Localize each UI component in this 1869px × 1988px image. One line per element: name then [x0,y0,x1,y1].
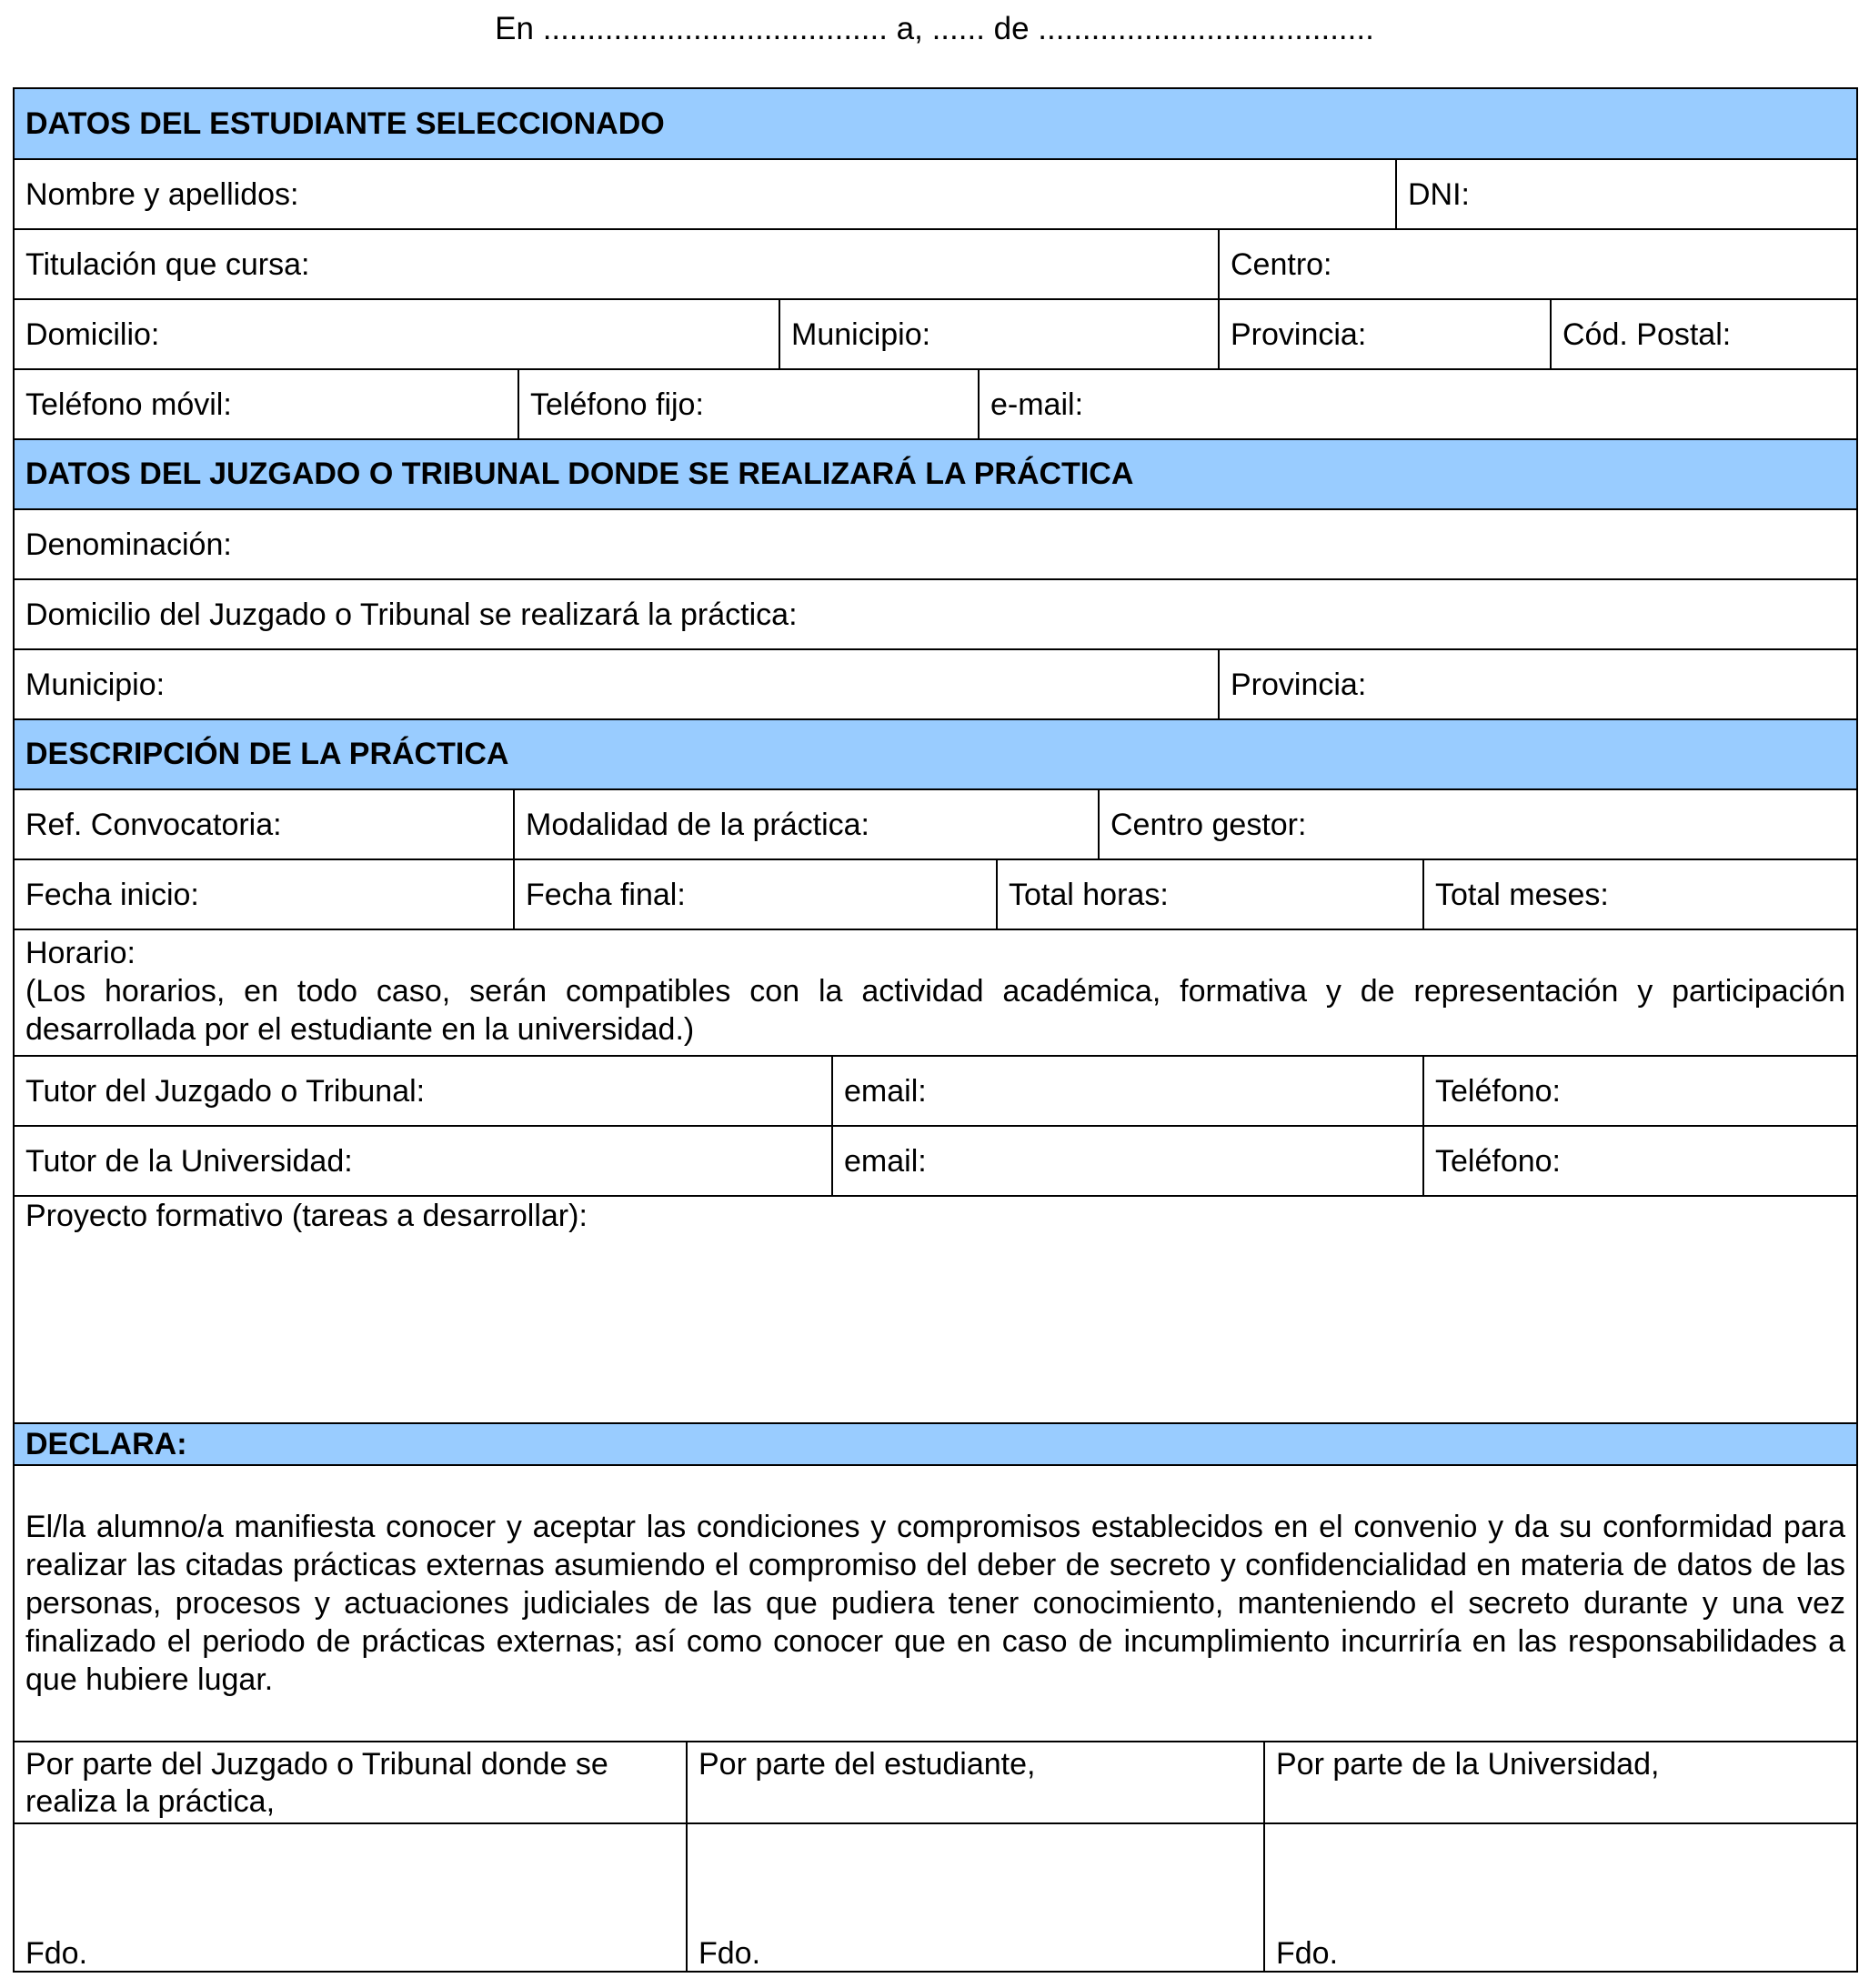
signature-fdo-row [15,1824,1856,1973]
court-row-domicilio [15,580,1856,648]
field-centro-gestor[interactable]: Centro gestor: [1098,790,1856,858]
section-student-header: DATOS DEL ESTUDIANTE SELECCIONADO [15,89,1856,158]
field-proyecto-formativo[interactable] [15,1197,1856,1422]
field-denominacion[interactable]: Denominación: [25,527,232,562]
signature-fdo-estudiante[interactable]: Fdo. [686,1824,1263,1973]
field-dni[interactable]: DNI: [1395,160,1856,228]
horario-note: (Los horarios, en todo caso, serán compatibles con la actividad académica, formativa y de representación y participación desarrollada por el estudiante en la universidad.) [25,974,1845,1047]
field-fecha-inicio[interactable]: Fecha inicio: [25,877,199,912]
practice-row-tutor-universidad [15,1127,1856,1195]
practice-row-fechas [15,860,1856,929]
field-tutor-universidad-email[interactable]: email: [831,1127,1422,1195]
field-centro[interactable]: Centro: [1218,230,1856,298]
signature-party-estudiante: Por parte del estudiante, [686,1742,1263,1822]
court-row-denominacion [15,510,1856,578]
signature-party-universidad: Por parte de la Universidad, [1263,1742,1856,1822]
proyecto-label: Proyecto formativo (tareas a desarrollar): [25,1199,588,1233]
field-domicilio[interactable]: Domicilio: [25,316,160,352]
field-tutor-juzgado[interactable]: Tutor del Juzgado o Tribunal: [25,1073,426,1109]
practice-row-ref [15,790,1856,858]
field-domicilio-juzgado[interactable]: Domicilio del Juzgado o Tribunal se realizará la práctica: [25,597,798,632]
court-row-municipio [15,650,1856,718]
field-provincia[interactable]: Provincia: [1218,300,1550,368]
field-tutor-juzgado-email[interactable]: email: [831,1057,1422,1125]
field-nombre[interactable]: Nombre y apellidos: [25,176,299,212]
student-row-titulacion [15,230,1856,298]
section-declara-header: DECLARA: [15,1424,1856,1464]
section-court-header: DATOS DEL JUZGADO O TRIBUNAL DONDE SE REALIZARÁ LA PRÁCTICA [15,440,1856,508]
signature-fdo-juzgado[interactable]: Fdo. [25,1936,88,1971]
practice-form [13,87,1858,1973]
student-row-name [15,160,1856,228]
field-fecha-final[interactable]: Fecha final: [513,860,996,929]
field-municipio-juzgado[interactable]: Municipio: [25,667,166,702]
field-telefono-movil[interactable]: Teléfono móvil: [25,387,232,422]
field-tutor-universidad-telefono[interactable]: Teléfono: [1422,1127,1856,1195]
field-tutor-universidad[interactable]: Tutor de la Universidad: [25,1143,353,1179]
field-municipio[interactable]: Municipio: [779,300,1218,368]
practice-row-tutor-juzgado [15,1057,1856,1125]
horario-label: Horario: [25,936,136,970]
section-practice-header: DESCRIPCIÓN DE LA PRÁCTICA [15,720,1856,788]
declara-text: El/la alumno/a manifiesta conocer y aceptar las condiciones y compromisos establecidos en el convenio y da su conformidad para realizar las citadas prácticas externas asumiendo el compromiso del deber de secreto y confidencialidad en materia de datos de las personas, procesos y actuaciones judiciales de las que pudiera tener conocimiento, manteniendo el secreto durante y una vez finalizado el periodo de prácticas externas; así como conocer que en caso de incumplimiento incurriría en las responsabilidades a que hubiere lugar. [25,1510,1845,1697]
field-horario[interactable] [15,930,1856,1055]
place-date-line: En ....................................... a, ...... de ...................................... [495,11,1374,46]
field-telefono-fijo[interactable]: Teléfono fijo: [517,370,978,438]
field-tutor-juzgado-telefono[interactable]: Teléfono: [1422,1057,1856,1125]
student-row-telefono [15,370,1856,438]
field-cod-postal[interactable]: Cód. Postal: [1550,300,1856,368]
field-total-horas[interactable]: Total horas: [996,860,1422,929]
field-titulacion[interactable]: Titulación que cursa: [25,246,310,282]
field-total-meses[interactable]: Total meses: [1422,860,1856,929]
student-row-domicilio [15,300,1856,368]
signature-fdo-universidad[interactable]: Fdo. [1263,1824,1856,1973]
field-modalidad[interactable]: Modalidad de la práctica: [513,790,1098,858]
field-ref-convocatoria[interactable]: Ref. Convocatoria: [25,807,282,842]
field-provincia-juzgado[interactable]: Provincia: [1218,650,1856,718]
field-email[interactable]: e-mail: [978,370,1856,438]
signature-party-juzgado: Por parte del Juzgado o Tribunal donde se realiza la práctica, [25,1747,608,1819]
signature-parties-row [15,1742,1856,1822]
